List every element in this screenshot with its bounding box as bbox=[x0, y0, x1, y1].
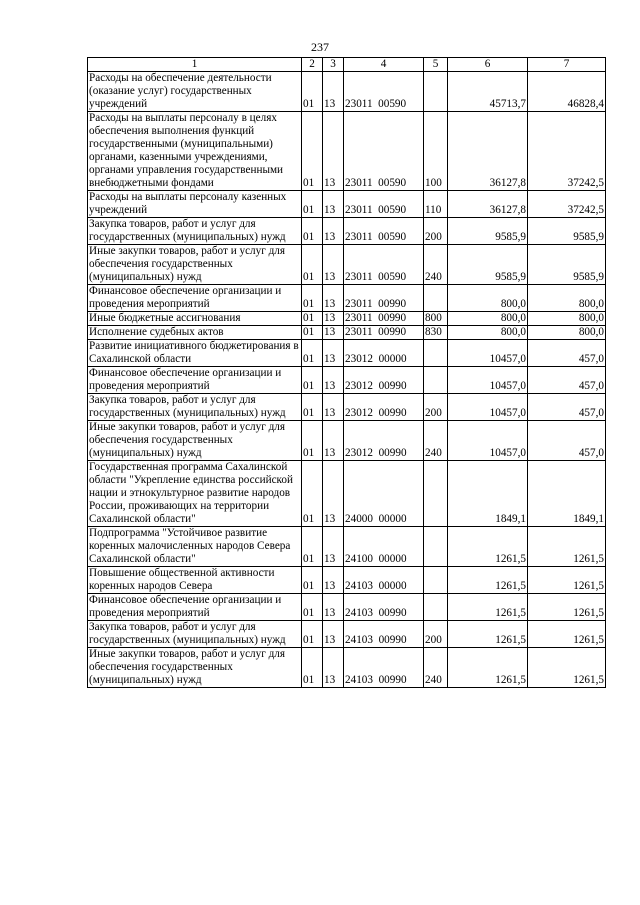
row-expense-type: 830 bbox=[424, 326, 448, 340]
row-section: 01 bbox=[302, 112, 323, 191]
row-name: Закупка товаров, работ и услуг для государственных (муниципальных) нужд bbox=[88, 218, 302, 245]
row-name: Иные бюджетные ассигнования bbox=[88, 312, 302, 326]
table-row bbox=[88, 245, 606, 285]
row-amount-year-2: 9585,9 bbox=[528, 245, 606, 285]
row-subsection: 13 bbox=[323, 112, 344, 191]
row-amount-year-1: 800,0 bbox=[448, 326, 528, 340]
row-expense-type bbox=[424, 367, 448, 394]
row-name: Закупка товаров, работ и услуг для государственных (муниципальных) нужд bbox=[88, 394, 302, 421]
row-amount-year-2: 37242,5 bbox=[528, 112, 606, 191]
row-subsection: 13 bbox=[323, 621, 344, 648]
table-row bbox=[88, 527, 606, 567]
row-section: 01 bbox=[302, 340, 323, 367]
row-name: Закупка товаров, работ и услуг для государственных (муниципальных) нужд bbox=[88, 621, 302, 648]
header-cell: 6 bbox=[448, 58, 528, 72]
row-subsection: 13 bbox=[323, 394, 344, 421]
table-row bbox=[88, 326, 606, 340]
row-expense-type bbox=[424, 527, 448, 567]
row-amount-year-1: 10457,0 bbox=[448, 394, 528, 421]
table-row bbox=[88, 312, 606, 326]
row-section: 01 bbox=[302, 648, 323, 688]
row-amount-year-1: 9585,9 bbox=[448, 218, 528, 245]
row-target-article: 24103 00000 bbox=[344, 567, 424, 594]
row-subsection: 13 bbox=[323, 218, 344, 245]
row-amount-year-1: 9585,9 bbox=[448, 245, 528, 285]
row-name: Расходы на выплаты персоналу казенных учреждений bbox=[88, 191, 302, 218]
header-cell: 7 bbox=[528, 58, 606, 72]
header-cell: 1 bbox=[88, 58, 302, 72]
row-amount-year-1: 10457,0 bbox=[448, 367, 528, 394]
row-amount-year-1: 1261,5 bbox=[448, 567, 528, 594]
row-section: 01 bbox=[302, 567, 323, 594]
row-amount-year-2: 37242,5 bbox=[528, 191, 606, 218]
row-section: 01 bbox=[302, 394, 323, 421]
row-section: 01 bbox=[302, 367, 323, 394]
table-row bbox=[88, 461, 606, 527]
header-cell: 4 bbox=[344, 58, 424, 72]
row-subsection: 13 bbox=[323, 326, 344, 340]
row-target-article: 24100 00000 bbox=[344, 527, 424, 567]
row-section: 01 bbox=[302, 527, 323, 567]
row-amount-year-1: 45713,7 bbox=[448, 72, 528, 112]
row-subsection: 13 bbox=[323, 72, 344, 112]
row-name: Государственная программа Сахалинской области "Укрепление единства российской нации и этнокультурное развитие народов России, проживающих на территории Сахалинской области" bbox=[88, 461, 302, 527]
row-amount-year-1: 36127,8 bbox=[448, 191, 528, 218]
row-amount-year-2: 1261,5 bbox=[528, 648, 606, 688]
row-amount-year-1: 800,0 bbox=[448, 285, 528, 312]
row-name: Расходы на обеспечение деятельности (оказание услуг) государственных учреждений bbox=[88, 72, 302, 112]
row-section: 01 bbox=[302, 326, 323, 340]
table-row bbox=[88, 421, 606, 461]
row-section: 01 bbox=[302, 461, 323, 527]
row-name: Расходы на выплаты персоналу в целях обеспечения выполнения функций государственными (муниципальными) органами, казенными учреждениями, органами управления государственными внебюджетными фондами bbox=[88, 112, 302, 191]
table-row bbox=[88, 648, 606, 688]
row-target-article: 23011 00590 bbox=[344, 112, 424, 191]
row-expense-type bbox=[424, 285, 448, 312]
row-target-article: 23011 00590 bbox=[344, 72, 424, 112]
table-row bbox=[88, 340, 606, 367]
row-name: Развитие инициативного бюджетирования в Сахалинской области bbox=[88, 340, 302, 367]
row-subsection: 13 bbox=[323, 285, 344, 312]
row-subsection: 13 bbox=[323, 245, 344, 285]
row-expense-type: 200 bbox=[424, 621, 448, 648]
row-expense-type: 100 bbox=[424, 112, 448, 191]
table-row bbox=[88, 285, 606, 312]
table-row bbox=[88, 394, 606, 421]
row-name: Подпрограмма "Устойчивое развитие коренных малочисленных народов Севера Сахалинской области" bbox=[88, 527, 302, 567]
row-amount-year-1: 10457,0 bbox=[448, 421, 528, 461]
row-amount-year-1: 1261,5 bbox=[448, 527, 528, 567]
table-row bbox=[88, 72, 606, 112]
row-name: Иные закупки товаров, работ и услуг для обеспечения государственных (муниципальных) нужд bbox=[88, 421, 302, 461]
row-subsection: 13 bbox=[323, 594, 344, 621]
row-amount-year-1: 1261,5 bbox=[448, 594, 528, 621]
row-target-article: 23012 00000 bbox=[344, 340, 424, 367]
row-subsection: 13 bbox=[323, 567, 344, 594]
row-amount-year-1: 1261,5 bbox=[448, 648, 528, 688]
row-section: 01 bbox=[302, 312, 323, 326]
row-amount-year-1: 1261,5 bbox=[448, 621, 528, 648]
table-row bbox=[88, 191, 606, 218]
budget-table bbox=[87, 57, 606, 688]
row-name: Иные закупки товаров, работ и услуг для обеспечения государственных (муниципальных) нужд bbox=[88, 648, 302, 688]
row-target-article: 23011 00990 bbox=[344, 285, 424, 312]
row-section: 01 bbox=[302, 218, 323, 245]
row-name: Повышение общественной активности коренных народов Севера bbox=[88, 567, 302, 594]
row-target-article: 23011 00990 bbox=[344, 312, 424, 326]
row-expense-type: 200 bbox=[424, 394, 448, 421]
row-name: Исполнение судебных актов bbox=[88, 326, 302, 340]
row-amount-year-2: 457,0 bbox=[528, 340, 606, 367]
header-row bbox=[88, 58, 606, 72]
row-expense-type bbox=[424, 340, 448, 367]
row-expense-type bbox=[424, 567, 448, 594]
row-amount-year-2: 1261,5 bbox=[528, 567, 606, 594]
row-section: 01 bbox=[302, 72, 323, 112]
row-amount-year-1: 800,0 bbox=[448, 312, 528, 326]
row-amount-year-2: 800,0 bbox=[528, 326, 606, 340]
row-target-article: 23011 00590 bbox=[344, 191, 424, 218]
row-name: Иные закупки товаров, работ и услуг для обеспечения государственных (муниципальных) нужд bbox=[88, 245, 302, 285]
row-section: 01 bbox=[302, 285, 323, 312]
row-subsection: 13 bbox=[323, 527, 344, 567]
row-target-article: 24103 00990 bbox=[344, 621, 424, 648]
row-target-article: 23012 00990 bbox=[344, 421, 424, 461]
row-name: Финансовое обеспечение организации и проведения мероприятий bbox=[88, 285, 302, 312]
row-expense-type: 800 bbox=[424, 312, 448, 326]
budget-table-body bbox=[88, 58, 606, 688]
table-row bbox=[88, 567, 606, 594]
row-name: Финансовое обеспечение организации и проведения мероприятий bbox=[88, 367, 302, 394]
row-amount-year-2: 1849,1 bbox=[528, 461, 606, 527]
row-amount-year-1: 10457,0 bbox=[448, 340, 528, 367]
row-subsection: 13 bbox=[323, 648, 344, 688]
row-expense-type: 240 bbox=[424, 648, 448, 688]
row-expense-type: 240 bbox=[424, 245, 448, 285]
row-amount-year-2: 457,0 bbox=[528, 421, 606, 461]
row-section: 01 bbox=[302, 191, 323, 218]
row-subsection: 13 bbox=[323, 461, 344, 527]
row-name: Финансовое обеспечение организации и проведения мероприятий bbox=[88, 594, 302, 621]
row-target-article: 23011 00590 bbox=[344, 218, 424, 245]
row-subsection: 13 bbox=[323, 312, 344, 326]
header-cell: 2 bbox=[302, 58, 323, 72]
row-amount-year-2: 9585,9 bbox=[528, 218, 606, 245]
row-section: 01 bbox=[302, 621, 323, 648]
row-target-article: 23011 00590 bbox=[344, 245, 424, 285]
row-amount-year-2: 457,0 bbox=[528, 367, 606, 394]
row-expense-type bbox=[424, 594, 448, 621]
row-target-article: 23011 00990 bbox=[344, 326, 424, 340]
row-amount-year-2: 457,0 bbox=[528, 394, 606, 421]
table-row bbox=[88, 367, 606, 394]
table-row bbox=[88, 594, 606, 621]
row-amount-year-1: 1849,1 bbox=[448, 461, 528, 527]
row-section: 01 bbox=[302, 245, 323, 285]
row-target-article: 24103 00990 bbox=[344, 648, 424, 688]
row-amount-year-2: 1261,5 bbox=[528, 621, 606, 648]
row-target-article: 24103 00990 bbox=[344, 594, 424, 621]
row-expense-type: 240 bbox=[424, 421, 448, 461]
row-target-article: 24000 00000 bbox=[344, 461, 424, 527]
row-expense-type bbox=[424, 72, 448, 112]
row-subsection: 13 bbox=[323, 367, 344, 394]
row-expense-type: 110 bbox=[424, 191, 448, 218]
row-subsection: 13 bbox=[323, 340, 344, 367]
row-amount-year-2: 46828,4 bbox=[528, 72, 606, 112]
row-amount-year-2: 800,0 bbox=[528, 312, 606, 326]
row-subsection: 13 bbox=[323, 421, 344, 461]
page-number: 237 bbox=[311, 40, 329, 54]
row-expense-type bbox=[424, 461, 448, 527]
table-row bbox=[88, 621, 606, 648]
row-amount-year-2: 1261,5 bbox=[528, 594, 606, 621]
table-row bbox=[88, 218, 606, 245]
row-amount-year-2: 1261,5 bbox=[528, 527, 606, 567]
row-target-article: 23012 00990 bbox=[344, 367, 424, 394]
row-amount-year-2: 800,0 bbox=[528, 285, 606, 312]
row-expense-type: 200 bbox=[424, 218, 448, 245]
row-section: 01 bbox=[302, 594, 323, 621]
row-target-article: 23012 00990 bbox=[344, 394, 424, 421]
row-amount-year-1: 36127,8 bbox=[448, 112, 528, 191]
header-cell: 3 bbox=[323, 58, 344, 72]
row-subsection: 13 bbox=[323, 191, 344, 218]
row-section: 01 bbox=[302, 421, 323, 461]
table-row bbox=[88, 112, 606, 191]
header-cell: 5 bbox=[424, 58, 448, 72]
